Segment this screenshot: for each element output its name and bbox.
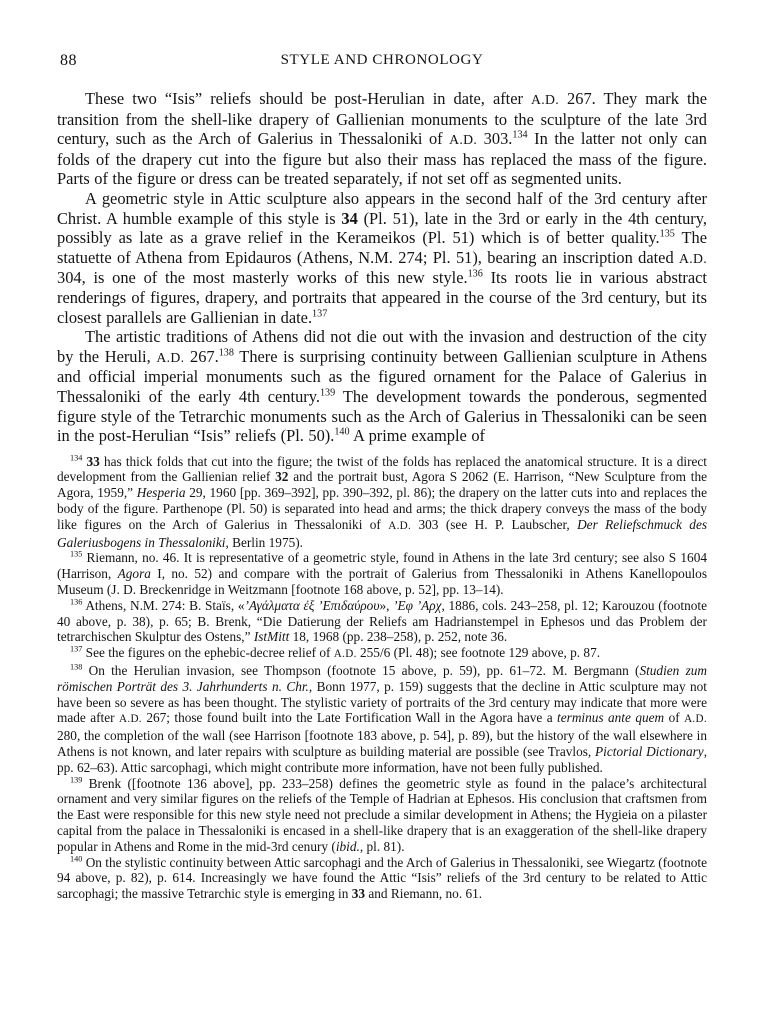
footnote-136: $^{136}$ Athens, N.M. 274: B. Staïs, «’Αγάλματα ἐξ ’Επιδαύρου», ’Εφ ’Αρχ, 1886, cols. 243–258, pl. 12; Karouzou (footnote 40 above, p. 38), p. 65; B. Brenk, “Die Datierung der Reliefs am Hadrianstempel in Ephesos und das Problem der tetrarchischen Skulptur des Ostens,” IstMitt 18, 1968 (pp. 238–258), p. 252, note 36. (57, 597, 708, 645)
body-text (57, 89, 707, 446)
page-number: 88 (60, 52, 77, 69)
running-head: STYLE AND CHRONOLOGY (280, 52, 484, 68)
footnote-135: $^{135}$ Riemann, no. 46. It is representative of a geometric style, found in Athens in the late 3rd century; see also S 1604 (Harrison, Agora I, no. 52) and compare with the portrait of Galerius from Thessaloniki in Athens Kanellopoulos Museum (J. D. Breckenridge in Weitzmann [footnote 168 above, p. 52], pp. 13–14). (57, 550, 707, 598)
footnotes-block (57, 454, 707, 902)
paragraph-2: A geometric style in Attic sculpture also appears in the second half of the 3rd century after Christ. A humble example of this style is 34 (Pl. 51), late in the 3rd or early in the 4th century, possibly as late as a grave relief in the Kerameikos (Pl. 51) which is of better quality.$^{135}$ The statuette of Athena from Epidauros (Athens, N.M. 274; Pl. 51), bearing an inscription dated A.D. 304, is one of the most masterly works of this new style.$^{136}$ Its roots lie in various abstract renderings of figures, drapery, and portraits that appeared in the course of the 3rd century, but its closest parallels are Gallienian in date.$^{137}$ (57, 188, 707, 327)
footnote-139: $^{139}$ Brenk ([footnote 136 above], pp. 233–258) defines the geometric style as found in the palace’s architectural ornament and very similar figures on the reliefs of the Temple of Hadrian at Ephesos. His conclusion that craftsmen from the East were responsible for this new style need not preclude a similar development in Athens; the Hygieia on a pilaster capital from the palace in Thessaloniki is encased in a shell-like drapery that is an exaggeration of the shell-like drapery popular in Athens and Rome in the mid-3rd cenury (ibid., pl. 81). (57, 775, 707, 854)
footnote-134: $^{134}$ 33 has thick folds that cut into the figure; the twist of the folds has replaced the anatomical structure. It is a direct development from the Gallienian relief 32 and the portrait bust, Agora S 2062 (E. Harrison, “New Sculpture from the Agora, 1959,” Hesperia 29, 1960 [pp. 369–392], pp. 390–392, pl. 86); the drapery on the latter cuts into and replaces the body of the figure. Parthenope (Pl. 50) is separated into head and arms; the thick drapery conveys the mass of the body like figures on the Arch of Galerius in Thessaloniki of A.D. 303 (see H. P. Laubscher, Der Reliefschmuck des Galeriusbogens in Thessaloniki, Berlin 1975). (57, 453, 708, 550)
page-header (57, 52, 707, 72)
footnote-140: $^{140}$ On the stylistic continuity between Attic sarcophagi and the Arch of Galerius in Thessaloniki, see Wiegartz (footnote 94 above, p. 82), p. 614. Increasingly we have found the Attic “Isis” reliefs of the 3rd century to be related to Attic sarcophagi; the massive Tetrarchic style is emerging in 33 and Riemann, no. 61. (57, 854, 707, 902)
paragraph-3: The artistic traditions of Athens did not die out with the invasion and destruction of the city by the Heruli, A.D. 267.$^{138}$ There is surprising continuity between Gallienian sculpture in Athens and official imperial monuments such as the figured ornament for the Palace of Galerius in Thessaloniki of the early 4th century.$^{139}$ The development towards the ponderous, segmented figure style of the Tetrarchic monuments such as the Arch of Galerius in Thessaloniki can be seen in the post-Herulian “Isis” reliefs (Pl. 50).$^{140}$ A prime example of (57, 327, 708, 446)
paragraph-1: These two “Isis” reliefs should be post-Herulian in date, after A.D. 267. They mark the transition from the shell-like drapery of Gallienian monuments to the sculpture of the late 3rd century, such as the Arch of Galerius in Thessaloniki of A.D. 303.$^{134}$ In the latter not only can folds of the drapery cut into the figure but also their mass has replaced the mass of the figure. Parts of the figure or dress can be treated separately, if not set off as segmented units. (57, 89, 707, 189)
footnote-137: $^{137}$ See the figures on the ephebic-decree relief of A.D. 255/6 (Pl. 48); see footnote 129 above, p. 87. (70, 644, 601, 661)
footnote-138: $^{138}$ On the Herulian invasion, see Thompson (footnote 15 above, p. 59), pp. 61–72. M. Bergmann (Studien zum römischen Porträt des 3. Jahrhunderts n. Chr., Bonn 1977, p. 159) suggests that the decline in Attic sculpture may not have been so severe as has been thought. The stylistic variety of portraits of the 3rd century may indicate that more were made after A.D. 267; those found built into the Late Fortification Wall in the Agora have a terminus ante quem of A.D. 280, the completion of the wall (see Harrison [footnote 183 above, p. 54], p. 89), but the history of the wall elsewhere in Athens is not known, and later repairs with sculpture as building material are possible (see Travlos, Pictorial Dictionary, pp. 62–63). Attic sarcophagi, which might contribute more information, have not been fully published. (57, 662, 708, 775)
text-column (57, 52, 707, 902)
